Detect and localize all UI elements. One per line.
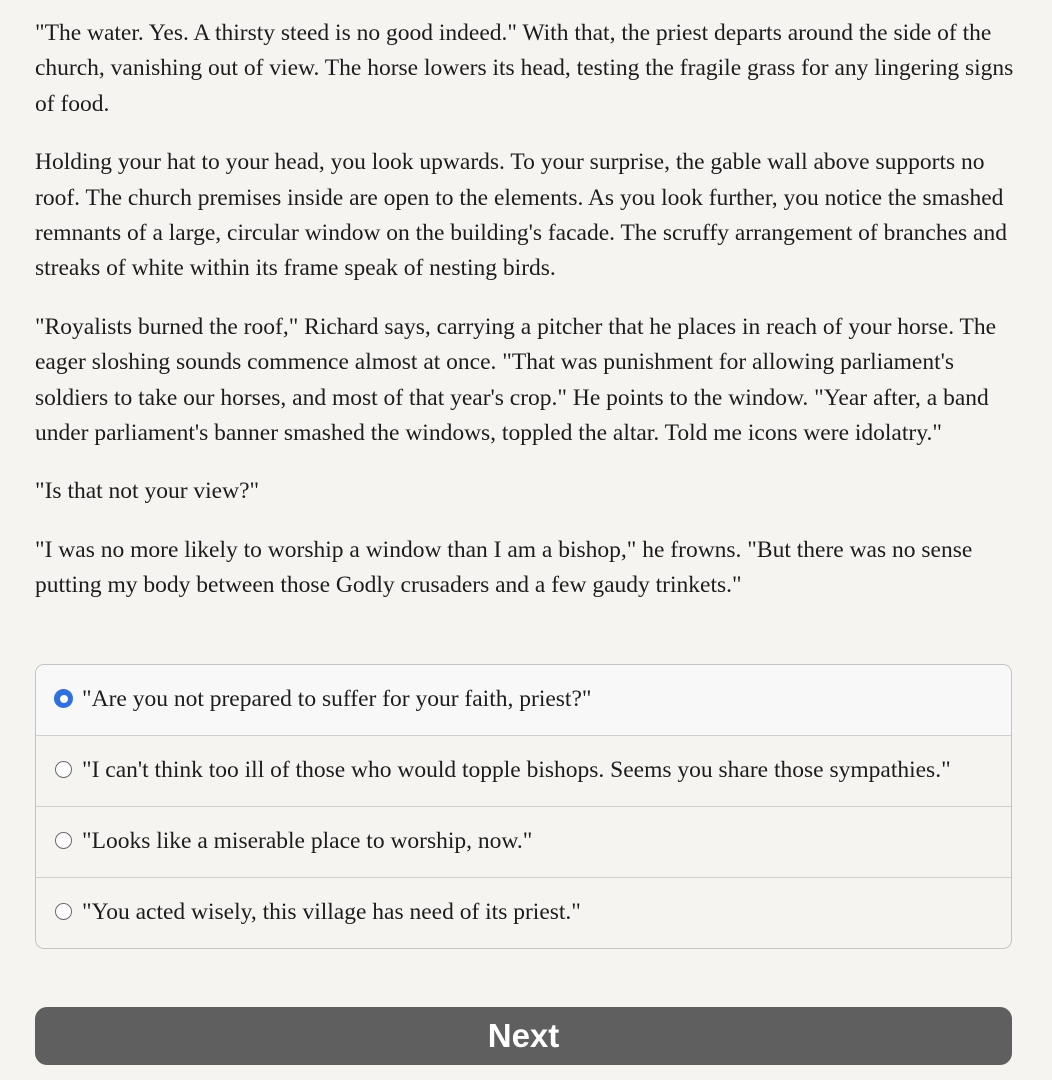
- choice-label: "I can't think too ill of those who would topple bishops. Seems you share those sympathies.": [82, 757, 951, 783]
- choice-option-3[interactable]: [36, 807, 1011, 878]
- radio-unselected-icon[interactable]: [55, 832, 72, 849]
- radio-unselected-icon[interactable]: [55, 761, 72, 778]
- radio-selected-icon[interactable]: [54, 689, 73, 708]
- choice-option-4[interactable]: [36, 878, 1011, 948]
- choice-list: [35, 664, 1012, 949]
- story-paragraph: "Royalists burned the roof," Richard says, carrying a pitcher that he places in reach of your horse. The eager sloshing sounds commence almost at once. "That was punishment for allowing parliament's soldiers to take our horses, and most of that year's crop." He points to the window. "Year after, a band under parliament's banner smashed the windows, toppled the altar. Told me icons were idolatry.": [35, 313, 997, 447]
- radio-unselected-icon[interactable]: [55, 903, 72, 920]
- story-paragraph: "The water. Yes. A thirsty steed is no good indeed." With that, the priest departs around the side of the church, vanishing out of view. The horse lowers its head, testing the fragile grass for any lingering signs of food.: [35, 20, 1014, 117]
- choice-label: "Are you not prepared to suffer for your faith, priest?": [82, 686, 592, 712]
- choice-option-2[interactable]: [36, 736, 1011, 807]
- story-paragraph: Holding your hat to your head, you look upwards. To your surprise, the gable wall above supports no roof. The church premises inside are open to the elements. As you look further, you notice the smashed remnants of a large, circular window on the building's facade. The scruffy arrangement of branches and streaks of white within its frame speak of nesting birds.: [35, 149, 1007, 282]
- next-button[interactable]: Next: [35, 1007, 1012, 1065]
- story-paragraph: "I was no more likely to worship a window than I am a bishop," he frowns. "But there was no sense putting my body between those Godly crusaders and a few gaudy trinkets.": [35, 536, 973, 599]
- story-text: [35, 16, 1015, 627]
- choice-label: "You acted wisely, this village has need of its priest.": [82, 899, 581, 925]
- choice-label: "Looks like a miserable place to worship, now.": [82, 828, 533, 854]
- choice-option-1[interactable]: [36, 665, 1011, 736]
- story-paragraph: "Is that not your view?": [35, 478, 260, 505]
